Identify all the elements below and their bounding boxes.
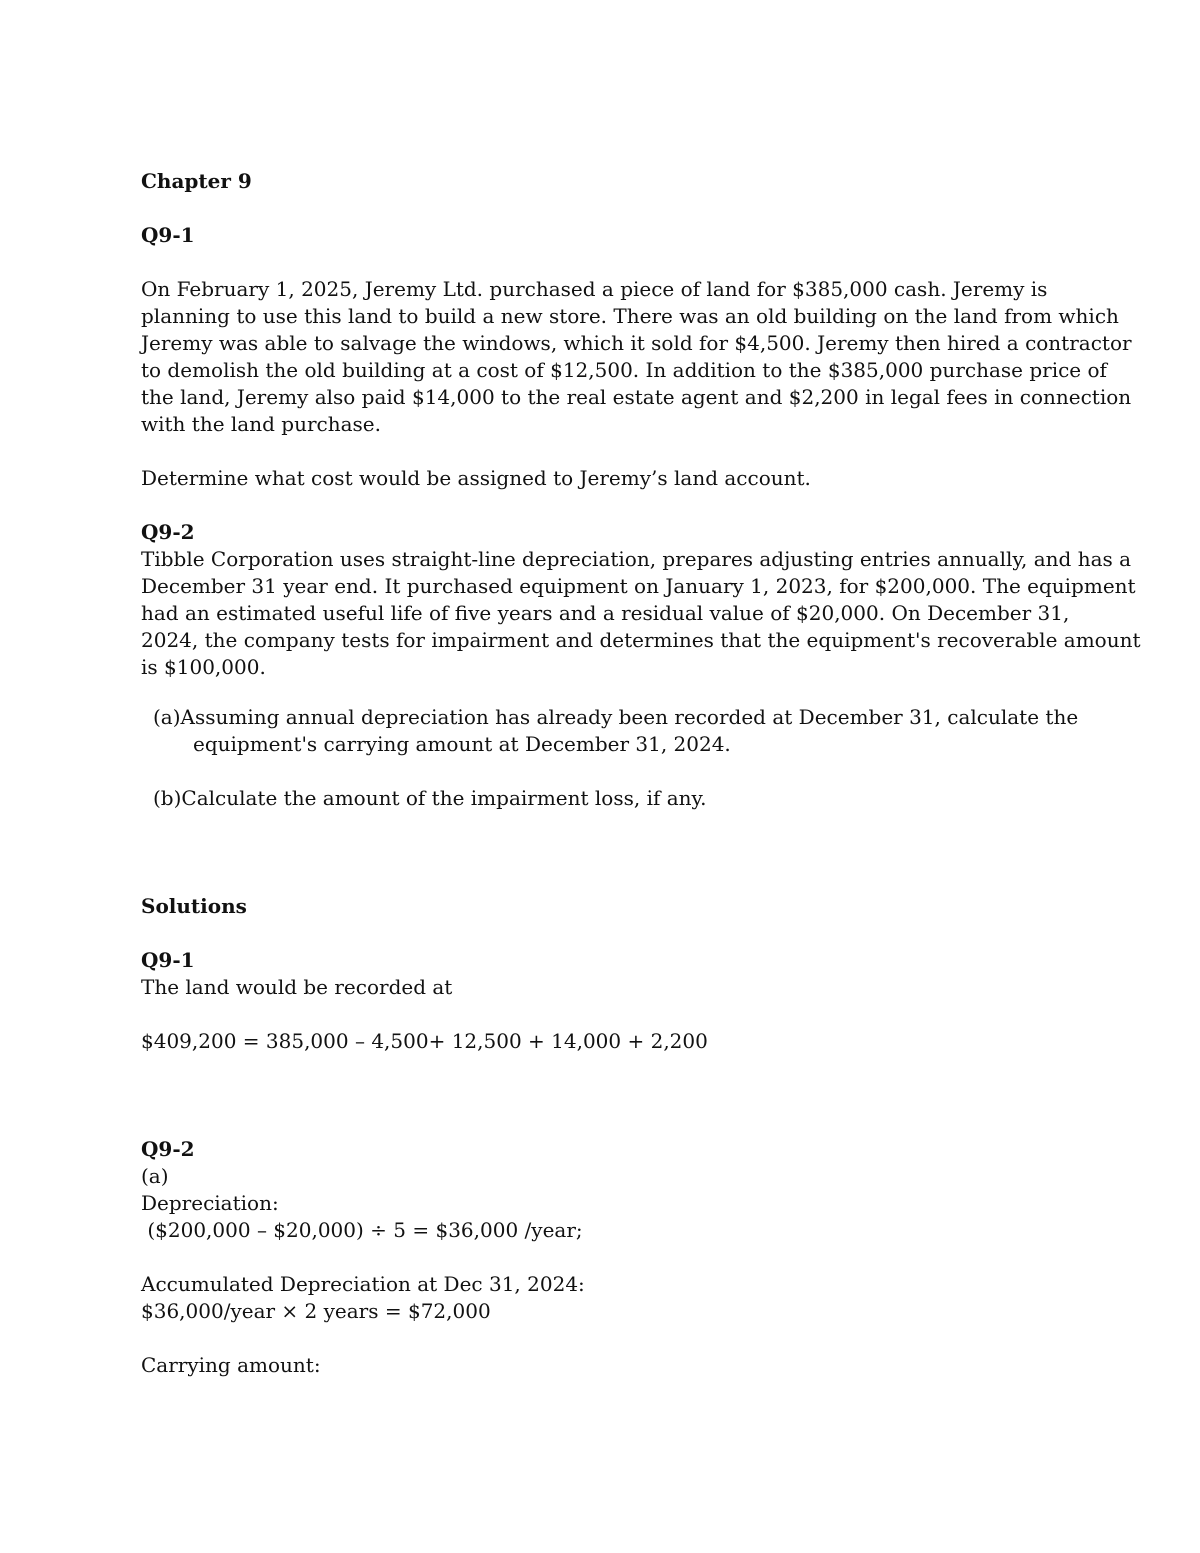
paragraph-line: had an estimated useful life of five years and a residual value of $20,000. On December 31, bbox=[141, 601, 1070, 625]
solution-q9-1-text: The land would be recorded at bbox=[141, 975, 453, 999]
depreciation-calculation: ($200,000 – $20,000) ÷ 5 = $36,000 /year; bbox=[141, 1218, 583, 1242]
part-a-continuation: equipment's carrying amount at December 31, 2024. bbox=[193, 732, 731, 756]
paragraph-line: to demolish the old building at a cost of $12,500. In addition to the $385,000 purchase price of bbox=[141, 358, 1107, 382]
question-q9-2-part-b bbox=[141, 785, 1071, 812]
question-q9-1-prompt: Determine what cost would be assigned to Jeremy’s land account. bbox=[141, 466, 811, 490]
document-page bbox=[141, 168, 1141, 1379]
paragraph-line: the land, Jeremy also paid $14,000 to the real estate agent and $2,200 in legal fees in connection bbox=[141, 385, 1132, 409]
paragraph-line: Jeremy was able to salvage the windows, which it sold for $4,500. Jeremy then hired a contractor bbox=[141, 331, 1132, 355]
accumulated-depreciation-label: Accumulated Depreciation at Dec 31, 2024: bbox=[141, 1272, 585, 1296]
question-q9-1-paragraph bbox=[141, 276, 1132, 438]
paragraph-line: 2024, the company tests for impairment and determines that the equipment's recoverable amount bbox=[141, 628, 1141, 652]
paragraph-line: with the land purchase. bbox=[141, 412, 381, 436]
paragraph-line: is $100,000. bbox=[141, 655, 266, 679]
solution-q9-2-part-label: (a) bbox=[141, 1164, 169, 1188]
solution-heading-q9-2: Q9-2 bbox=[141, 1137, 195, 1161]
part-b-text: (b)Calculate the amount of the impairment loss, if any. bbox=[153, 786, 707, 810]
carrying-amount-label: Carrying amount: bbox=[141, 1353, 321, 1377]
paragraph-line: December 31 year end. It purchased equipment on January 1, 2023, for $200,000. The equipment bbox=[141, 574, 1136, 598]
depreciation-label: Depreciation: bbox=[141, 1191, 279, 1215]
paragraph-line: On February 1, 2025, Jeremy Ltd. purchased a piece of land for $385,000 cash. Jeremy is bbox=[141, 277, 1048, 301]
chapter-title: Chapter 9 bbox=[141, 169, 252, 193]
paragraph-line: Tibble Corporation uses straight-line depreciation, prepares adjusting entries annually, and has a bbox=[141, 547, 1132, 571]
accumulated-depreciation-calculation: $36,000/year × 2 years = $72,000 bbox=[141, 1299, 491, 1323]
solution-q9-1-equation: $409,200 = 385,000 – 4,500+ 12,500 + 14,000 + 2,200 bbox=[141, 1029, 708, 1053]
question-q9-2-part-a bbox=[141, 704, 1079, 758]
part-a-text: (a)Assuming annual depreciation has already been recorded at December 31, calculate the bbox=[153, 705, 1079, 729]
solutions-heading: Solutions bbox=[141, 894, 247, 918]
question-heading-q9-2: Q9-2 bbox=[141, 520, 195, 544]
solution-heading-q9-1: Q9-1 bbox=[141, 948, 195, 972]
paragraph-line: planning to use this land to build a new store. There was an old building on the land from which bbox=[141, 304, 1119, 328]
question-heading-q9-1: Q9-1 bbox=[141, 223, 195, 247]
question-q9-2-paragraph bbox=[141, 546, 1141, 681]
